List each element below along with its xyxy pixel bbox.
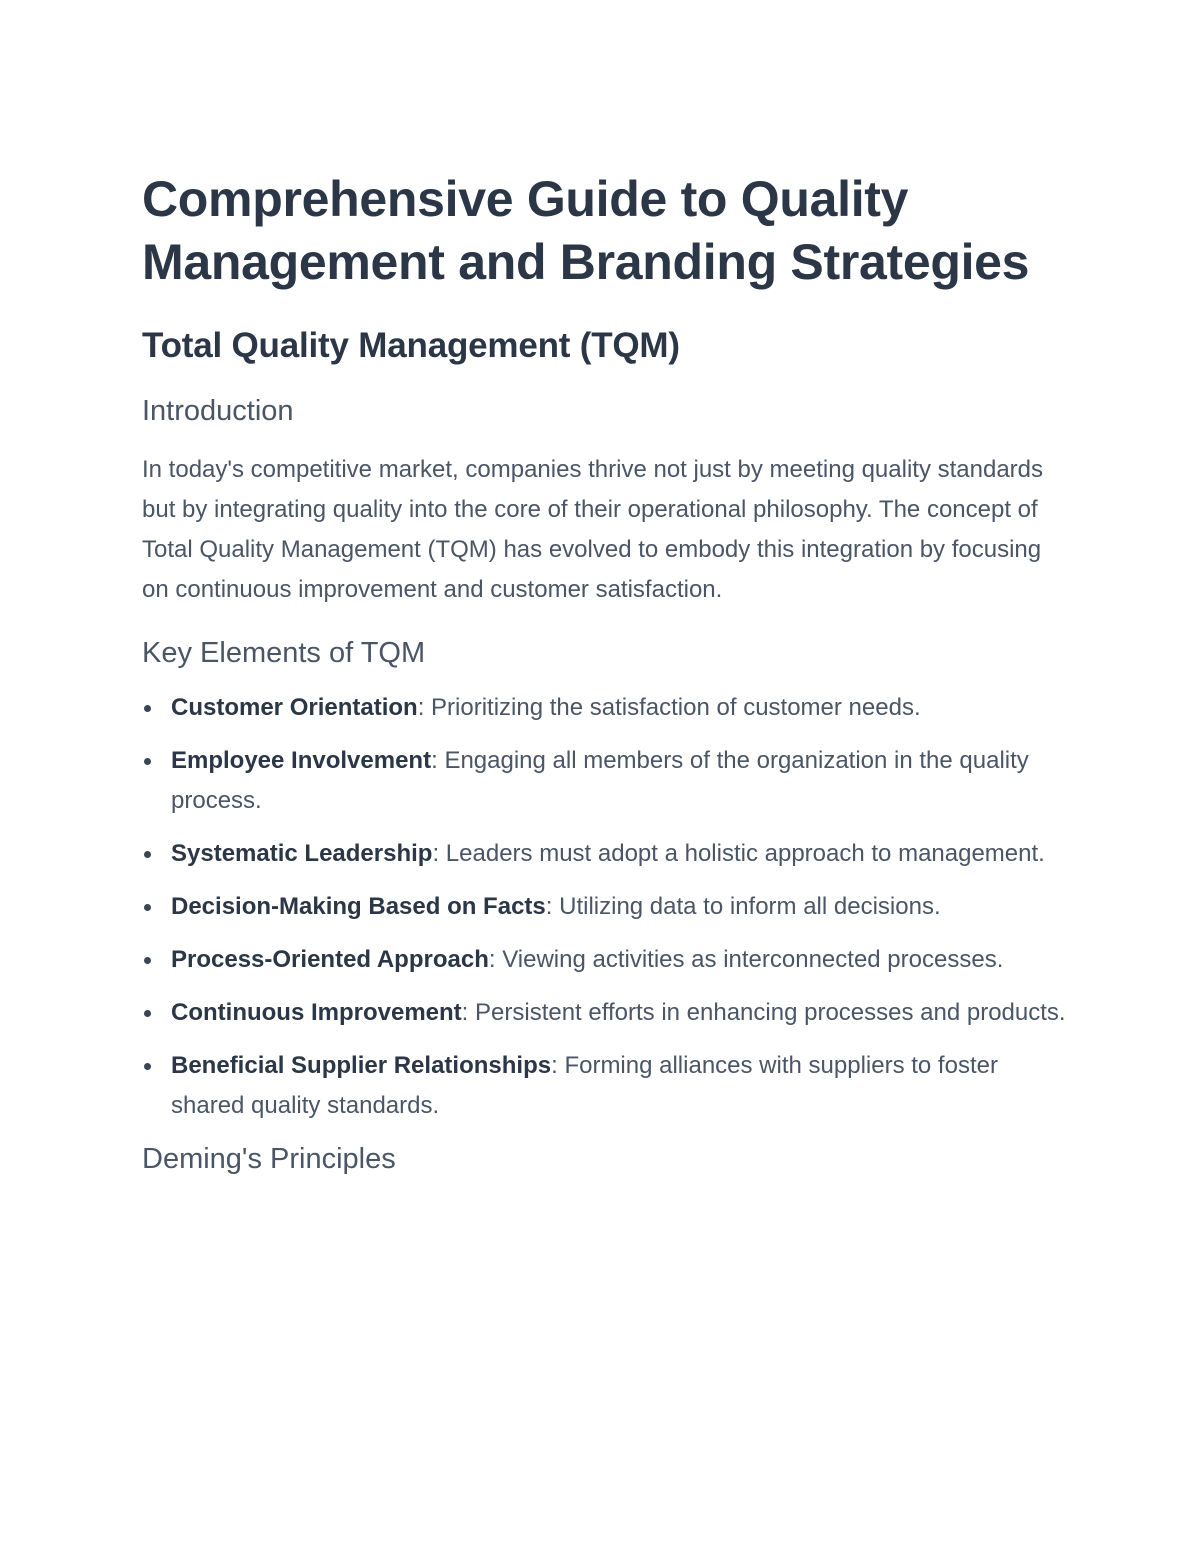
list-item bbox=[142, 834, 1072, 874]
list-item-separator: : bbox=[461, 999, 476, 1026]
bullet-icon bbox=[144, 1010, 151, 1017]
introduction-heading: Introduction bbox=[142, 395, 294, 427]
list-item-separator: : bbox=[488, 946, 503, 973]
list-item-description: Viewing activities as interconnected processes. bbox=[502, 946, 1004, 973]
bullet-icon bbox=[144, 851, 151, 858]
list-item-separator: : bbox=[432, 840, 446, 867]
document-title: Comprehensive Guide to Quality Management and Branding Strategies bbox=[142, 171, 1030, 290]
demings-principles-heading: Deming's Principles bbox=[142, 1143, 396, 1175]
section-heading-tqm: Total Quality Management (TQM) bbox=[142, 326, 680, 365]
introduction-paragraph: In today's competitive market, companies thrive not just by meeting quality standards but by integrating quality into the core of their operational philosophy. The concept of Total Quality Management (TQM) has evolved to embody this integration by focusing on continuous improvement and customer satisfaction. bbox=[142, 456, 1044, 603]
list-item bbox=[142, 940, 1072, 980]
key-elements-list bbox=[142, 688, 1072, 1126]
list-item-separator: : bbox=[417, 694, 432, 721]
list-item-term: Customer Orientation bbox=[171, 694, 418, 721]
list-item-description: Prioritizing the satisfaction of customer needs. bbox=[431, 694, 921, 721]
list-item bbox=[142, 887, 1072, 927]
bullet-icon bbox=[144, 758, 151, 765]
document-page bbox=[142, 168, 1072, 1178]
list-item-separator: : bbox=[545, 893, 560, 920]
list-item-term: Process-Oriented Approach bbox=[171, 946, 489, 973]
list-item-term: Beneficial Supplier Relationships bbox=[171, 1052, 552, 1079]
list-item-description: Forming alliances with suppliers to foster shared quality standards. bbox=[171, 1052, 998, 1119]
list-item-separator: : bbox=[551, 1052, 565, 1079]
list-item-description: Utilizing data to inform all decisions. bbox=[559, 893, 941, 920]
list-item bbox=[142, 741, 1072, 821]
list-item bbox=[142, 1046, 1072, 1126]
list-item-description: Engaging all members of the organization in the quality process. bbox=[171, 747, 1029, 814]
bullet-icon bbox=[144, 705, 151, 712]
list-item bbox=[142, 688, 1072, 728]
list-item-term: Decision-Making Based on Facts bbox=[171, 893, 546, 920]
list-item-term: Employee Involvement bbox=[171, 747, 432, 774]
bullet-icon bbox=[144, 1063, 151, 1070]
list-item-separator: : bbox=[431, 747, 445, 774]
list-item bbox=[142, 993, 1072, 1033]
list-item-description: Persistent efforts in enhancing processes and products. bbox=[475, 999, 1066, 1026]
bullet-icon bbox=[144, 904, 151, 911]
list-item-term: Systematic Leadership bbox=[171, 840, 433, 867]
bullet-icon bbox=[144, 957, 151, 964]
key-elements-heading: Key Elements of TQM bbox=[142, 637, 426, 669]
list-item-term: Continuous Improvement bbox=[171, 999, 462, 1026]
list-item-description: Leaders must adopt a holistic approach to management. bbox=[445, 840, 1045, 867]
